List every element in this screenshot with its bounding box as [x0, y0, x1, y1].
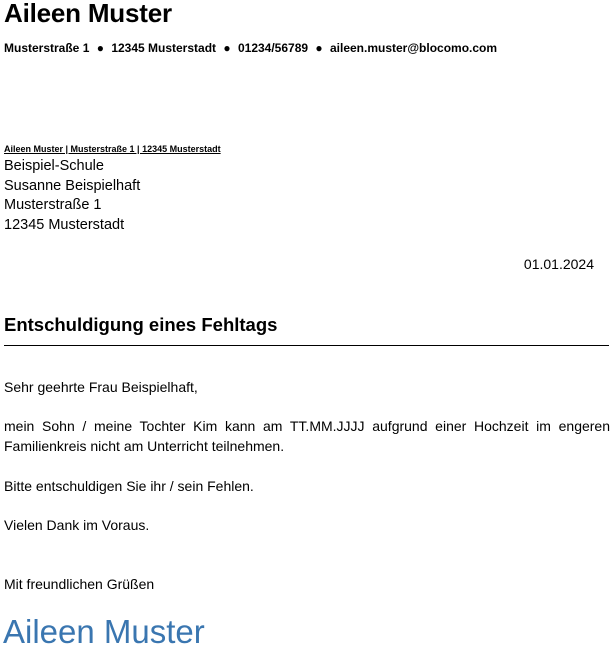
- recipient-organization: Beispiel-Schule: [4, 158, 104, 174]
- sender-street: Musterstraße 1: [4, 41, 90, 55]
- body-paragraph: Vielen Dank im Voraus.: [4, 517, 150, 533]
- closing-phrase: Mit freundlichen Grüßen: [4, 576, 155, 592]
- body-paragraph: Bitte entschuldigen Sie ihr / sein Fehlen.: [4, 478, 254, 494]
- bullet-separator: ●: [96, 41, 104, 55]
- sender-name: Aileen Muster: [4, 0, 172, 28]
- sender-contact-line: [4, 41, 497, 55]
- sender-email: aileen.muster@blocomo.com: [329, 41, 498, 55]
- recipient-address: [4, 157, 140, 235]
- sender-city: 12345 Musterstadt: [111, 41, 217, 55]
- letter-date: 01.01.2024: [523, 256, 594, 272]
- body-paragraph: mein Sohn / meine Tochter Kim kann am TT.MM.JJJJ aufgrund einer Hochzeit im engeren Familienkreis nicht am Unterricht teilnehmen.: [4, 418, 610, 454]
- signature: Aileen Muster: [3, 613, 205, 650]
- recipient-street: Musterstraße 1: [4, 197, 102, 214]
- recipient-person: Susanne Beispielhaft: [4, 177, 141, 194]
- bullet-separator: ●: [315, 41, 323, 55]
- return-address-line: Aileen Muster | Musterstraße 1 | 12345 Musterstadt: [4, 144, 221, 154]
- letter-subject: Entschuldigung eines Fehltags: [4, 314, 278, 335]
- sender-phone: 01234/56789: [237, 41, 309, 55]
- recipient-city: 12345 Musterstadt: [4, 216, 125, 233]
- bullet-separator: ●: [223, 41, 231, 55]
- subject-divider: [4, 345, 609, 346]
- salutation: Sehr geehrte Frau Beispielhaft,: [4, 379, 198, 395]
